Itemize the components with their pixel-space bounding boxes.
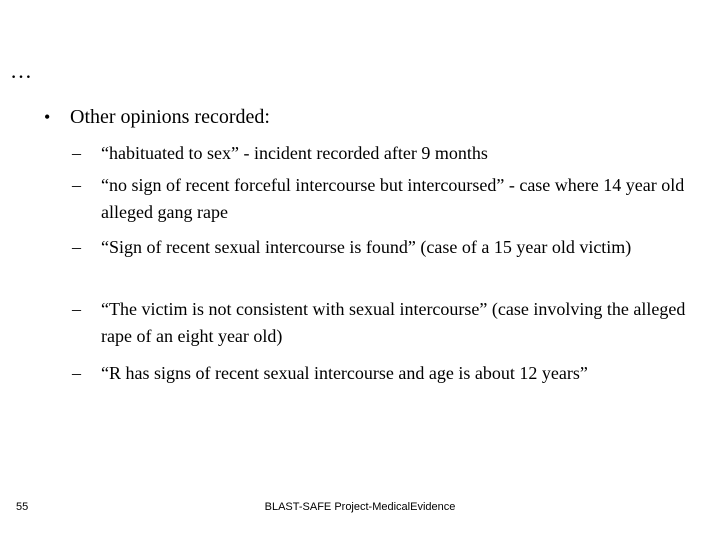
sub-item — [72, 296, 692, 350]
footer-text: BLAST-SAFE Project-MedicalEvidence — [264, 501, 456, 513]
page-number: 55 — [16, 501, 29, 513]
sub-item — [72, 172, 692, 226]
sub-dash: – — [72, 175, 81, 195]
sub-dash: – — [72, 363, 81, 383]
sub-item-text: “Sign of recent sexual intercourse is found” (case of a 15 year old victim) — [101, 237, 632, 257]
sub-dash: – — [72, 299, 81, 319]
bullet-glyph: • — [44, 107, 51, 127]
sub-item-text: “The victim is not consistent with sexual intercourse” (case involving the alleged rape of an eight year old) — [101, 299, 686, 346]
bullet-text: Other opinions recorded: — [70, 106, 270, 128]
sub-item-text: “habituated to sex” - incident recorded after 9 months — [101, 143, 488, 163]
sub-item — [72, 360, 692, 387]
sub-item — [72, 234, 692, 261]
sub-item — [72, 140, 692, 167]
bullet-item — [44, 104, 270, 130]
sub-item-text: “R has signs of recent sexual intercourse and age is about 12 years” — [101, 363, 588, 383]
sub-dash: – — [72, 143, 81, 163]
slide-title: … — [10, 58, 34, 83]
sub-dash: – — [72, 237, 81, 257]
sub-item-text: “no sign of recent forceful intercourse but intercoursed” - case where 14 year old alleged gang rape — [101, 175, 685, 222]
